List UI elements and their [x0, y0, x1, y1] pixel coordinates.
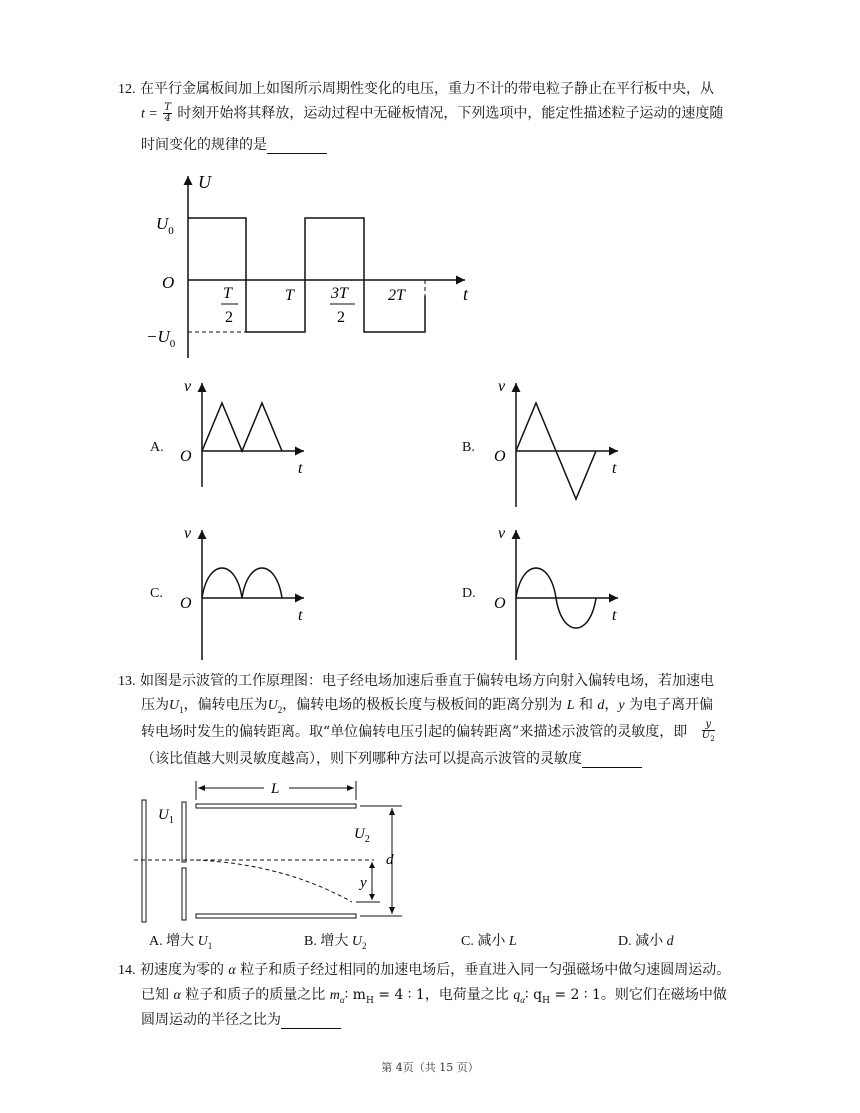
q12-tick-t: T: [285, 287, 294, 304]
q12-option-c-graph[interactable]: [176, 522, 316, 662]
q13-diagram-y: y: [360, 875, 367, 891]
svg-text:O: O: [494, 595, 506, 612]
q13-line-3: 转电场时发生的偏转距离。取“单位偏转电压引起的偏转距离”来描述示波管的灵敏度，即 $\frac{y}{U_2}$: [141, 719, 715, 743]
q12-option-d-graph[interactable]: [490, 522, 630, 662]
svg-text:v: v: [184, 378, 192, 395]
q13-number: 13.: [118, 674, 136, 689]
q12-option-a-curve: [202, 403, 282, 451]
q13-option-d[interactable]: D. 减小 d: [618, 934, 674, 949]
q13-option-b[interactable]: B. 增大 $U_2$: [304, 934, 367, 951]
svg-text:v: v: [184, 525, 192, 542]
q12-option-a-label[interactable]: A.: [150, 440, 164, 455]
q12-fraction: $\frac{T}{4}$: [164, 102, 171, 124]
svg-text:t: t: [298, 607, 303, 624]
q12-tick-3half-t-num: 3T: [331, 285, 348, 302]
q12-option-b-label[interactable]: B.: [462, 440, 475, 455]
q13-answer-blank[interactable]: [582, 753, 642, 768]
q13-text-1: 如图是示波管的工作原理图：电子经电场加速后垂直于偏转电场方向射入偏转电场，若加速电: [139, 673, 714, 689]
q14-line-1: 14. 初速度为零的 α 粒子和质子经过相同的加速电场后，垂直进入同一匀强磁场中做匀速圆周运动。: [118, 962, 731, 978]
q12-number: 12.: [118, 82, 136, 97]
q12-tick-half-t-num: T: [223, 285, 232, 302]
q13-line-4: （该比值越大则灵敏度越高），则下列哪种方法可以提高示波管的灵敏度: [141, 750, 642, 768]
q12-voltage-graph: [140, 168, 480, 358]
q13-line-2: 压为$U_1$，偏转电压为$U_2$，偏转电场的极板长度与极板间的距离分别为 L 和 d，y 为电子离开偏: [141, 697, 714, 715]
q12-tick-2t: 2T: [388, 287, 405, 304]
svg-text:t: t: [612, 607, 617, 624]
q12-answer-blank[interactable]: [267, 139, 327, 154]
q13-line-1: [118, 672, 714, 691]
q12-line-2: [141, 103, 723, 124]
q13-trajectory: [196, 860, 352, 902]
q12-option-c-curve: [202, 568, 282, 598]
q13-fraction: $\frac{y}{U_2}$: [701, 719, 715, 743]
q13-option-c[interactable]: C. 减小 L: [461, 934, 517, 949]
q13-diagram-U2: $U_2$: [354, 826, 370, 845]
q12-option-d-label[interactable]: D.: [462, 586, 476, 601]
q14-answer-blank[interactable]: [281, 1014, 341, 1029]
q13-diagram-U1: $U_1$: [158, 807, 174, 826]
svg-text:v: v: [498, 525, 506, 542]
q13-diagram-L: L: [271, 781, 280, 797]
page-footer: 第 4页（共 15 页）: [381, 1061, 479, 1074]
q12-tick-3half-t-den: 2: [337, 309, 345, 326]
q14-line-2: 已知 α 粒子和质子的质量之比 $m_\alpha∶$ $m_H = 4$ ∶ 1，电荷量之比 $q_\alpha∶$ $q_H = 2$ ∶ 1。则它们在磁场中做: [141, 987, 727, 1006]
svg-text:O: O: [180, 448, 192, 465]
q12-t-axis-label: t: [463, 284, 469, 304]
q12-text-3: 时间变化的规律的是: [141, 137, 267, 153]
q12-line-3: [141, 136, 327, 154]
q14-number: 14.: [118, 963, 136, 978]
q12-u-axis-label: U: [198, 172, 211, 192]
q12-origin-label: O: [162, 273, 175, 292]
q12-option-c-label[interactable]: C.: [150, 586, 163, 601]
q12-text-2: 时刻开始将其释放，运动过程中无碰板情况，下列选项中，能定性描述粒子运动的速度随: [177, 105, 724, 122]
q12-neg-u0-label: $-U_0$: [146, 327, 176, 350]
svg-text:O: O: [180, 595, 192, 612]
q12-option-b-graph[interactable]: [490, 375, 630, 510]
q12-text-1: 在平行金属板间加上如图所示周期性变化的电压，重力不计的带电粒子静止在平行板中央，从: [139, 81, 714, 97]
q12-t-eq: t =: [141, 106, 158, 122]
q12-u0-label: $U_0$: [156, 214, 174, 237]
q12-tick-half-t-den: 2: [225, 309, 233, 326]
svg-text:O: O: [494, 448, 506, 465]
svg-text:v: v: [498, 378, 506, 395]
q12-option-a-graph[interactable]: [176, 375, 316, 490]
q14-line-3: 圆周运动的半径之比为: [141, 1011, 341, 1029]
q12-waveform: [188, 218, 425, 332]
svg-text:t: t: [612, 460, 617, 477]
q13-oscilloscope-diagram: [134, 776, 424, 926]
q13-diagram-d: d: [386, 852, 394, 868]
svg-text:t: t: [298, 460, 303, 477]
q13-option-a[interactable]: A. 增大 $U_1$: [149, 934, 213, 951]
q12-line-1: [118, 80, 714, 99]
